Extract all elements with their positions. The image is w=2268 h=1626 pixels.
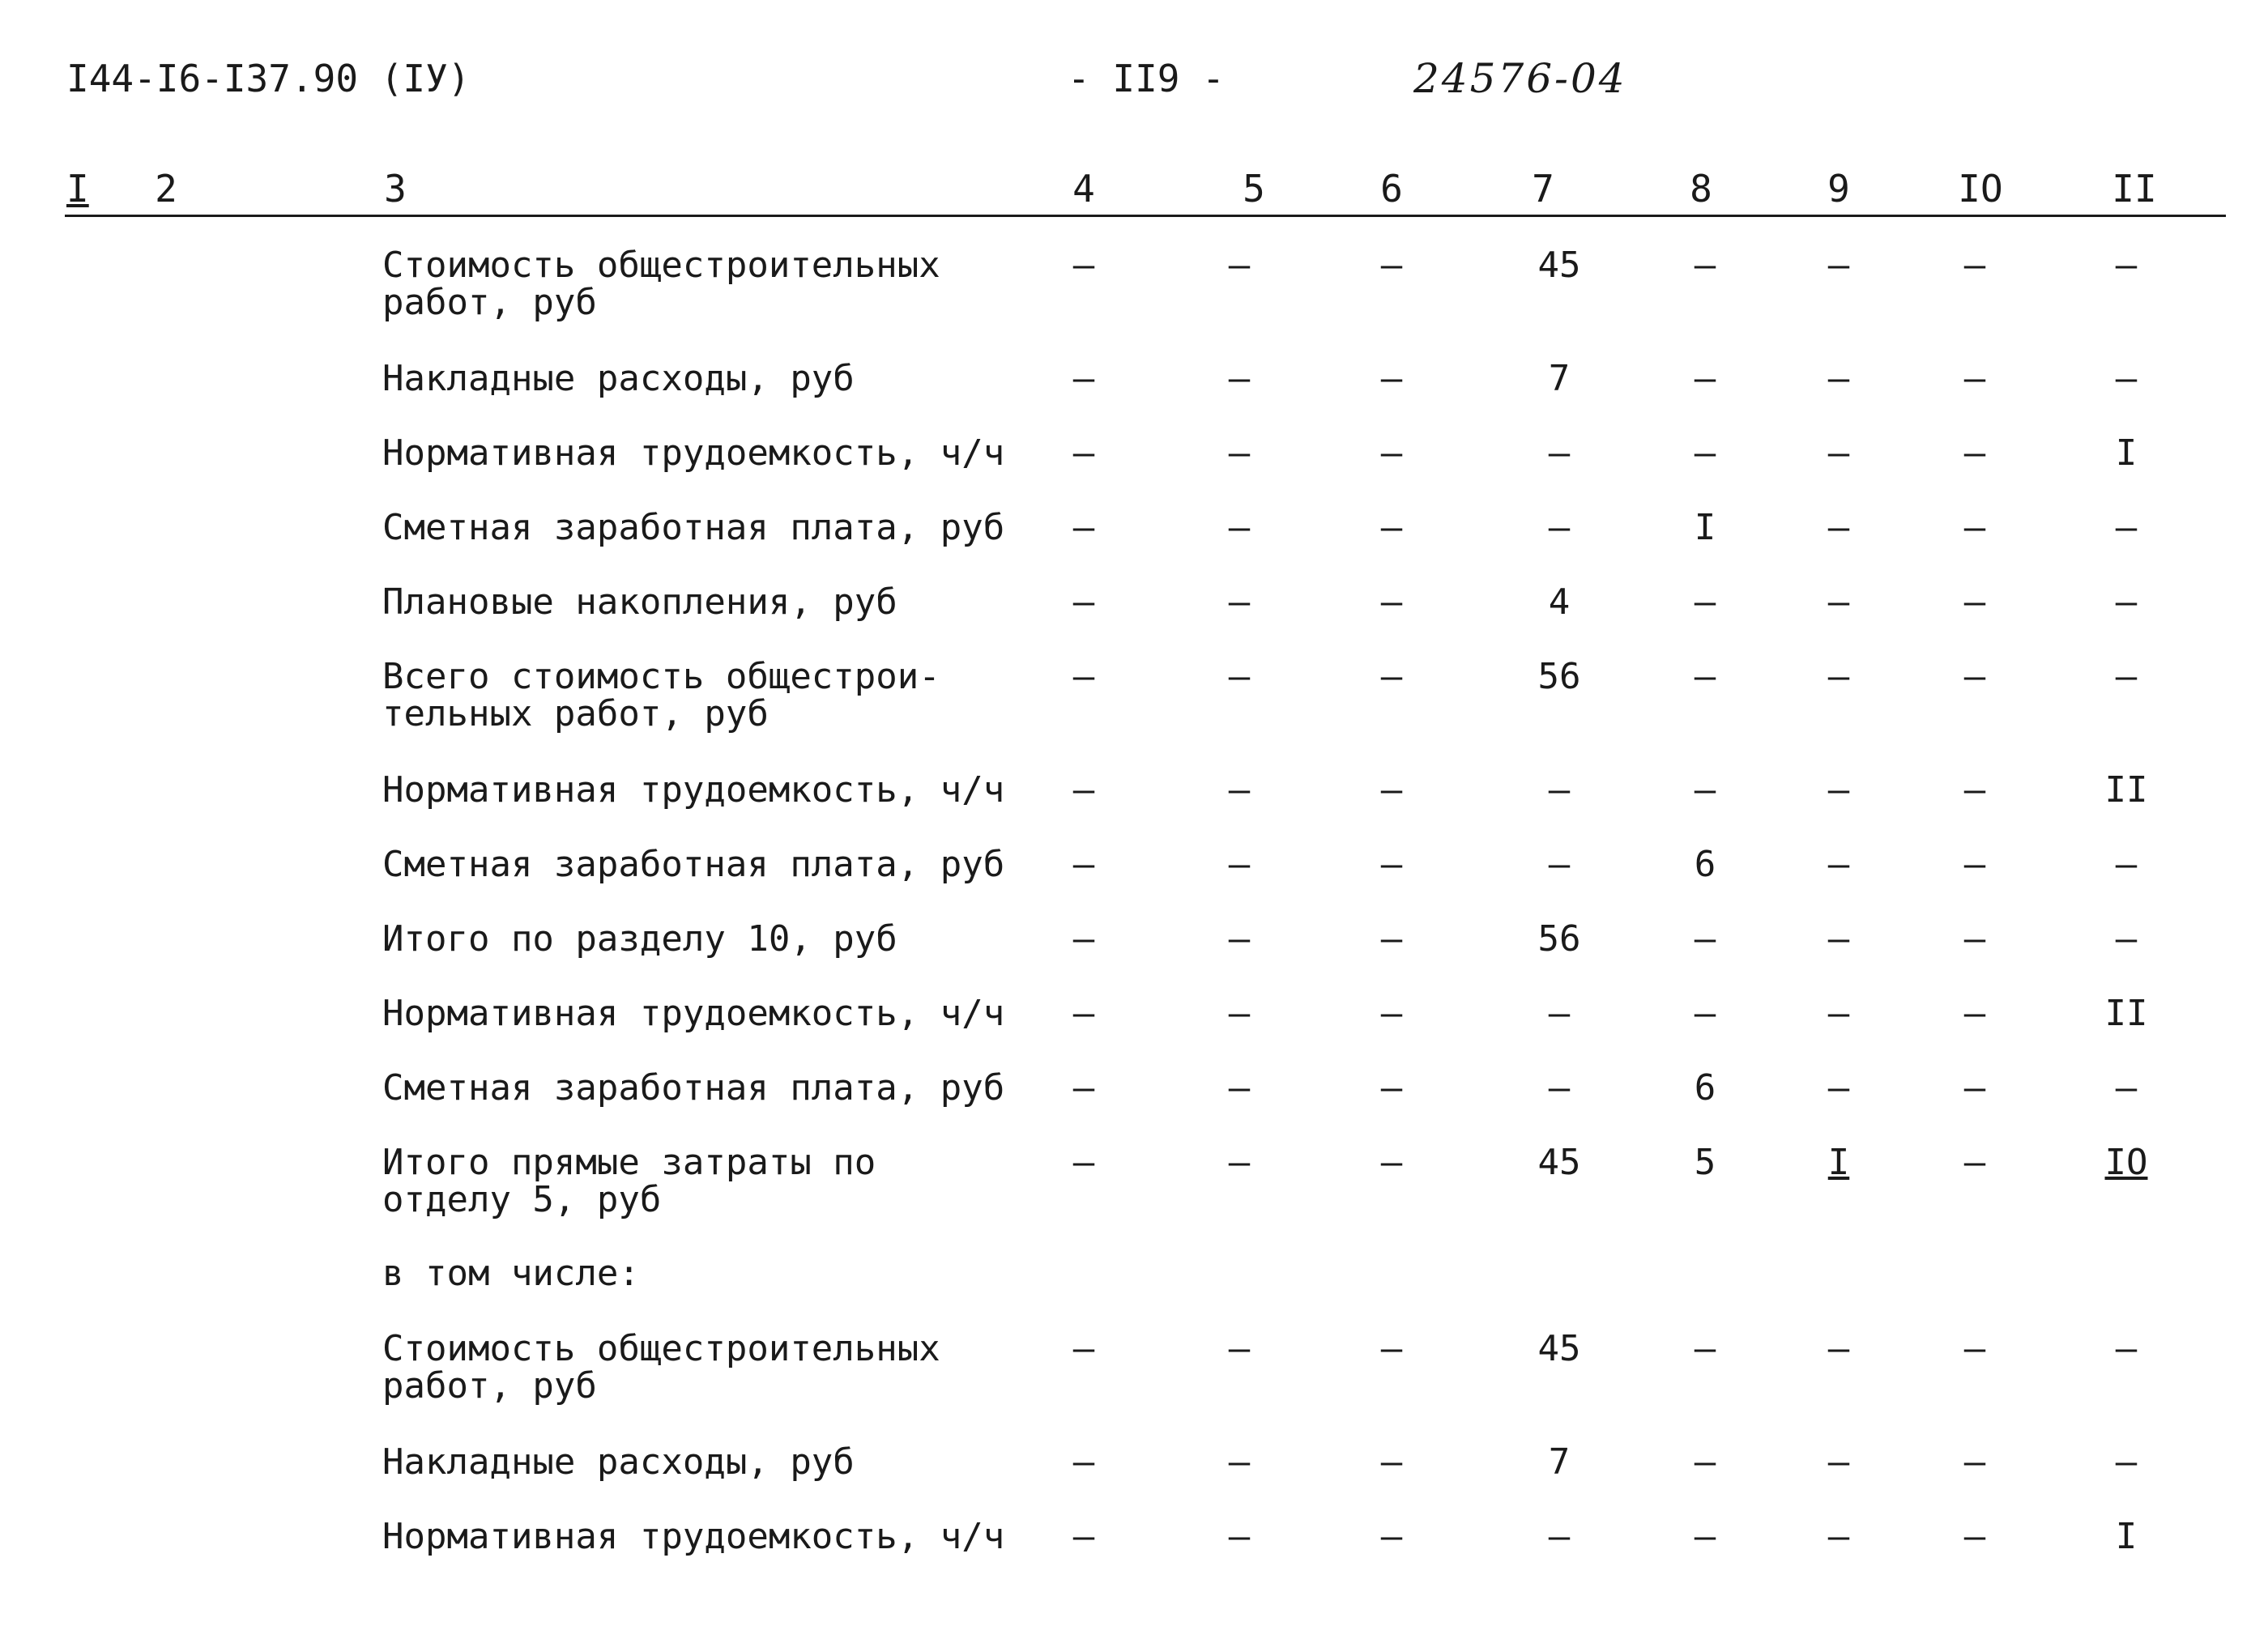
- table-cell: –: [1827, 581, 1850, 623]
- table-cell: –: [1963, 432, 1986, 474]
- table-cell: –: [1072, 993, 1095, 1034]
- table-cell: –: [1963, 1328, 1986, 1369]
- row-label: Стоимость общестроительных работ, руб: [382, 245, 940, 323]
- column-header-9: 9: [1827, 167, 1850, 211]
- table-cell: –: [1827, 844, 1850, 885]
- row-label: в том числе:: [382, 1253, 640, 1294]
- table-cell: –: [2115, 358, 2138, 399]
- table-cell: –: [1694, 581, 1716, 623]
- table-cell: –: [1827, 507, 1850, 548]
- table-cell: –: [1380, 1516, 1403, 1557]
- table-cell: –: [1694, 1441, 1716, 1483]
- header-rule: [65, 215, 2226, 217]
- column-header-6: 6: [1380, 167, 1403, 211]
- row-label: Сметная заработная плата, руб: [382, 1067, 1005, 1109]
- table-cell: –: [1380, 358, 1403, 399]
- table-cell: 45: [1537, 245, 1581, 286]
- table-cell: –: [1548, 432, 1571, 474]
- document-code: I44-I6-I37.90 (IУ): [66, 57, 471, 100]
- table-cell: –: [1072, 1441, 1095, 1483]
- table-cell: –: [2115, 245, 2138, 286]
- row-label: Нормативная трудоемкость, ч/ч: [382, 1516, 1005, 1557]
- table-cell: –: [1380, 581, 1403, 623]
- table-cell: –: [1963, 1441, 1986, 1483]
- table-cell: –: [1380, 245, 1403, 286]
- table-cell: –: [1228, 993, 1251, 1034]
- table-cell: –: [1228, 1516, 1251, 1557]
- table-cell: –: [1548, 1516, 1571, 1557]
- table-cell: –: [1694, 1516, 1716, 1557]
- table-cell: I: [1694, 507, 1716, 548]
- table-cell: 56: [1537, 918, 1581, 960]
- row-label: Всего стоимость общестрои- тельных работ, руб: [382, 656, 940, 734]
- table-cell: –: [1694, 656, 1716, 697]
- table-cell: –: [1228, 507, 1251, 548]
- row-label: Накладные расходы, руб: [382, 358, 855, 399]
- column-header-5: 5: [1243, 167, 1265, 211]
- table-cell: –: [1548, 844, 1571, 885]
- table-cell: –: [1827, 993, 1850, 1034]
- table-cell: –: [1228, 1067, 1251, 1109]
- table-cell: –: [1380, 432, 1403, 474]
- table-cell: –: [1072, 769, 1095, 811]
- table-cell: –: [1228, 245, 1251, 286]
- row-label: Накладные расходы, руб: [382, 1441, 855, 1483]
- table-cell: –: [1380, 844, 1403, 885]
- table-cell: –: [1228, 432, 1251, 474]
- column-header-8: 8: [1690, 167, 1712, 211]
- table-cell: –: [1827, 1067, 1850, 1109]
- table-cell: –: [1963, 1067, 1986, 1109]
- table-cell: –: [2115, 656, 2138, 697]
- table-cell: –: [1827, 245, 1850, 286]
- table-cell: –: [1963, 844, 1986, 885]
- table-cell: –: [2115, 844, 2138, 885]
- table-cell: –: [1963, 1142, 1986, 1183]
- table-cell: I: [2115, 432, 2138, 474]
- table-cell: –: [1228, 581, 1251, 623]
- table-cell: –: [1694, 1328, 1716, 1369]
- column-header-11: II: [2112, 167, 2157, 211]
- table-cell: –: [1380, 1142, 1403, 1183]
- row-label: Нормативная трудоемкость, ч/ч: [382, 993, 1005, 1034]
- column-header-7: 7: [1532, 167, 1554, 211]
- table-cell: –: [1963, 656, 1986, 697]
- row-label: Нормативная трудоемкость, ч/ч: [382, 432, 1005, 474]
- column-header-4: 4: [1072, 167, 1095, 211]
- table-cell: 45: [1537, 1328, 1581, 1369]
- table-cell: –: [2115, 918, 2138, 960]
- table-cell: –: [1228, 656, 1251, 697]
- table-cell: –: [1963, 993, 1986, 1034]
- table-cell: –: [2115, 1328, 2138, 1369]
- table-cell: –: [2115, 581, 2138, 623]
- table-cell: –: [1228, 769, 1251, 811]
- table-cell: –: [1380, 656, 1403, 697]
- column-header-1: I: [66, 167, 89, 211]
- table-cell: –: [1072, 507, 1095, 548]
- table-cell: –: [2115, 1441, 2138, 1483]
- table-cell: –: [1827, 656, 1850, 697]
- table-cell: –: [1963, 769, 1986, 811]
- table-cell: –: [1827, 432, 1850, 474]
- table-cell: II: [2104, 993, 2148, 1034]
- column-header-10: IO: [1958, 167, 2003, 211]
- table-cell: –: [1827, 358, 1850, 399]
- table-cell: –: [1827, 918, 1850, 960]
- table-cell: –: [1072, 1142, 1095, 1183]
- table-cell: –: [1827, 1516, 1850, 1557]
- table-cell: –: [1827, 1441, 1850, 1483]
- table-cell: 45: [1537, 1142, 1581, 1183]
- table-cell: –: [1380, 769, 1403, 811]
- table-cell: –: [1228, 918, 1251, 960]
- table-cell: 5: [1694, 1142, 1716, 1183]
- column-header-3: 3: [384, 167, 407, 211]
- table-cell: –: [1072, 1067, 1095, 1109]
- table-cell: –: [1072, 844, 1095, 885]
- table-cell: –: [1694, 993, 1716, 1034]
- table-cell: –: [1228, 844, 1251, 885]
- table-cell: IO: [2104, 1142, 2148, 1183]
- table-cell: –: [1963, 1516, 1986, 1557]
- table-cell: –: [1380, 1441, 1403, 1483]
- table-cell: –: [1072, 245, 1095, 286]
- row-label: Нормативная трудоемкость, ч/ч: [382, 769, 1005, 811]
- table-cell: –: [1694, 918, 1716, 960]
- page-number: - II9 -: [1068, 57, 1225, 100]
- table-cell: –: [2115, 1067, 2138, 1109]
- row-label: Сметная заработная плата, руб: [382, 507, 1005, 548]
- table-cell: II: [2104, 769, 2148, 811]
- row-label: Стоимость общестроительных работ, руб: [382, 1328, 940, 1407]
- row-label: Плановые накопления, руб: [382, 581, 897, 623]
- table-cell: 4: [1548, 581, 1571, 623]
- table-cell: –: [1072, 656, 1095, 697]
- table-cell: –: [1694, 358, 1716, 399]
- table-cell: –: [1228, 1441, 1251, 1483]
- table-cell: –: [1548, 769, 1571, 811]
- table-cell: –: [1380, 918, 1403, 960]
- table-cell: I: [1827, 1142, 1850, 1183]
- table-cell: –: [1072, 581, 1095, 623]
- table-cell: –: [1380, 507, 1403, 548]
- table-cell: 6: [1694, 1067, 1716, 1109]
- table-cell: –: [1963, 918, 1986, 960]
- table-cell: I: [2115, 1516, 2138, 1557]
- table-cell: 7: [1548, 358, 1571, 399]
- table-cell: –: [1548, 1067, 1571, 1109]
- row-label: Итого прямые затраты по отделу 5, руб: [382, 1142, 876, 1220]
- table-cell: –: [1548, 507, 1571, 548]
- table-cell: –: [1228, 1142, 1251, 1183]
- column-header-2: 2: [155, 167, 177, 211]
- table-cell: –: [1072, 918, 1095, 960]
- table-cell: –: [1694, 432, 1716, 474]
- table-cell: –: [1380, 1328, 1403, 1369]
- table-cell: 56: [1537, 656, 1581, 697]
- row-label: Сметная заработная плата, руб: [382, 844, 1005, 885]
- table-cell: –: [1072, 1516, 1095, 1557]
- table-cell: –: [1963, 245, 1986, 286]
- handwritten-number: 24576-04: [1413, 55, 1627, 102]
- table-cell: –: [1548, 993, 1571, 1034]
- table-cell: –: [1380, 1067, 1403, 1109]
- table-cell: –: [1228, 358, 1251, 399]
- table-cell: –: [1827, 769, 1850, 811]
- table-cell: –: [1963, 507, 1986, 548]
- table-cell: –: [1072, 358, 1095, 399]
- table-cell: –: [1963, 581, 1986, 623]
- table-cell: –: [1827, 1328, 1850, 1369]
- table-cell: 6: [1694, 844, 1716, 885]
- table-cell: –: [1072, 1328, 1095, 1369]
- table-cell: –: [1380, 993, 1403, 1034]
- table-cell: 7: [1548, 1441, 1571, 1483]
- table-cell: –: [1694, 245, 1716, 286]
- table-cell: –: [1228, 1328, 1251, 1369]
- table-cell: –: [1694, 769, 1716, 811]
- table-cell: –: [1072, 432, 1095, 474]
- row-label: Итого по разделу 10, руб: [382, 918, 897, 960]
- table-cell: –: [2115, 507, 2138, 548]
- table-cell: –: [1963, 358, 1986, 399]
